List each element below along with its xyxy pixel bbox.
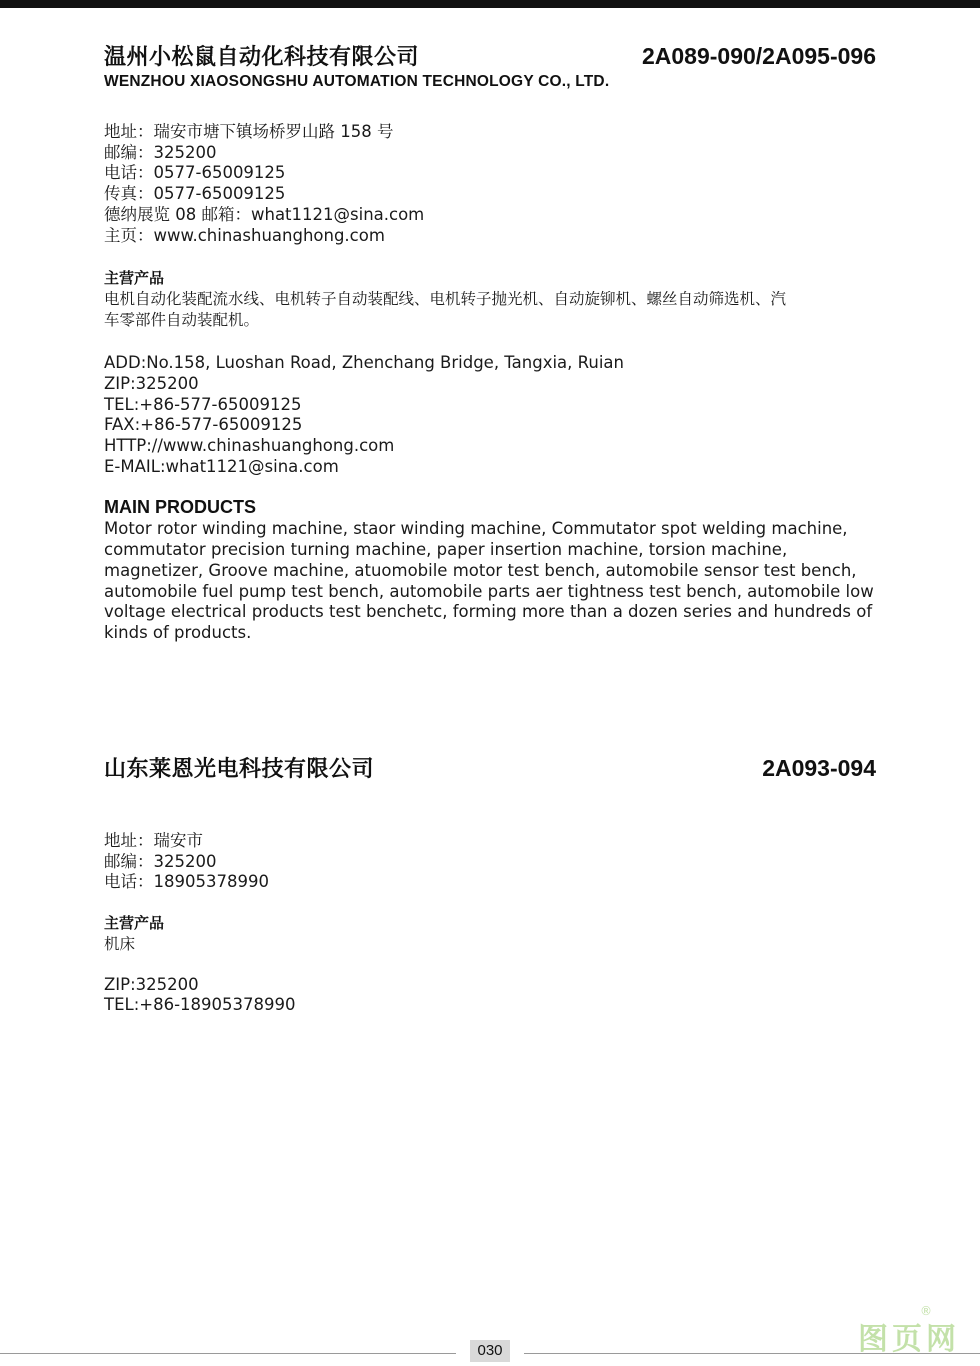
exhibitor-entry-2 — [104, 752, 876, 1016]
zip-cn: 邮编：325200 — [104, 142, 217, 162]
watermark-logo — [858, 1304, 968, 1357]
email-en: E-MAIL:what1121@sina.com — [104, 456, 339, 476]
products-text-cn — [104, 934, 876, 955]
products-heading-en: MAIN PRODUCTS — [104, 497, 256, 518]
products-text-en — [104, 519, 876, 643]
contact-info-cn — [104, 122, 876, 246]
footer-divider-left — [0, 1353, 456, 1354]
entry-header — [104, 40, 876, 71]
products-line: commutator precision turning machine, paper insertion machine, torsion machine, — [104, 540, 788, 560]
fax-en: FAX:+86-577-65009125 — [104, 415, 303, 435]
products-line: kinds of products. — [104, 622, 252, 642]
page-number: 030 — [470, 1340, 510, 1362]
phone-en: TEL:+86-18905378990 — [104, 995, 296, 1015]
address-en: ADD:No.158, Luoshan Road, Zhenchang Bridge, Tangxia, Ruian — [104, 353, 624, 373]
products-line: voltage electrical products test benchetc, forming more than a dozen series and hundreds of — [104, 602, 873, 622]
products-line: magnetizer, Groove machine, atuomobile motor test bench, automobile sensor test bench, — [104, 560, 857, 580]
phone-cn: 电话：18905378990 — [104, 872, 269, 892]
fax-cn: 传真：0577-65009125 — [104, 184, 286, 204]
booth-number: 2A093-094 — [762, 755, 876, 781]
products-line: Motor rotor winding machine, staor winding machine, Commutator spot welding machine, — [104, 519, 848, 539]
homepage-cn: 主页：www.chinashuanghong.com — [104, 225, 385, 245]
page-footer — [0, 1338, 980, 1366]
exhibitor-entry-1 — [104, 40, 876, 644]
products-line: 车零部件自动装配机。 — [104, 310, 260, 329]
phone-cn: 电话：0577-65009125 — [104, 163, 286, 183]
zip-en: ZIP:325200 — [104, 373, 199, 393]
company-name-cn: 温州小松鼠自动化科技有限公司 — [104, 45, 420, 70]
products-heading-cn: 主营产品 — [104, 269, 165, 288]
products-line: automobile fuel pump test bench, automobile parts aer tightness test bench, automobile low — [104, 581, 874, 601]
registered-mark-icon: ® — [920, 1304, 932, 1318]
company-name-cn: 山东莱恩光电科技有限公司 — [104, 757, 375, 782]
company-name-en: WENZHOU XIAOSONGSHU AUTOMATION TECHNOLOGY CO., LTD. — [104, 73, 610, 90]
top-rule — [0, 0, 980, 8]
email-cn: 德纳展览 08 邮箱：what1121@sina.com — [104, 204, 425, 224]
products-line: 机床 — [104, 935, 136, 954]
products-line: 电机自动化装配流水线、电机转子自动装配线、电机转子抛光机、自动旋铆机、螺丝自动筛选机、汽 — [104, 290, 787, 309]
products-heading-cn: 主营产品 — [104, 914, 165, 933]
booth-number: 2A089-090/2A095-096 — [641, 43, 876, 69]
contact-info-en — [104, 353, 876, 477]
website-en: HTTP://www.chinashuanghong.com — [104, 436, 395, 456]
zip-en: ZIP:325200 — [104, 974, 199, 994]
address-cn: 地址：瑞安市 — [104, 831, 203, 850]
contact-info-cn — [104, 831, 876, 893]
contact-info-en — [104, 975, 876, 1016]
watermark-text: 图页网 — [858, 1322, 960, 1357]
zip-cn: 邮编：325200 — [104, 851, 217, 871]
entry-header — [104, 752, 876, 783]
phone-en: TEL:+86-577-65009125 — [104, 394, 302, 414]
products-text-cn — [104, 289, 876, 330]
address-cn: 地址：瑞安市塘下镇场桥罗山路 158 号 — [104, 122, 394, 141]
